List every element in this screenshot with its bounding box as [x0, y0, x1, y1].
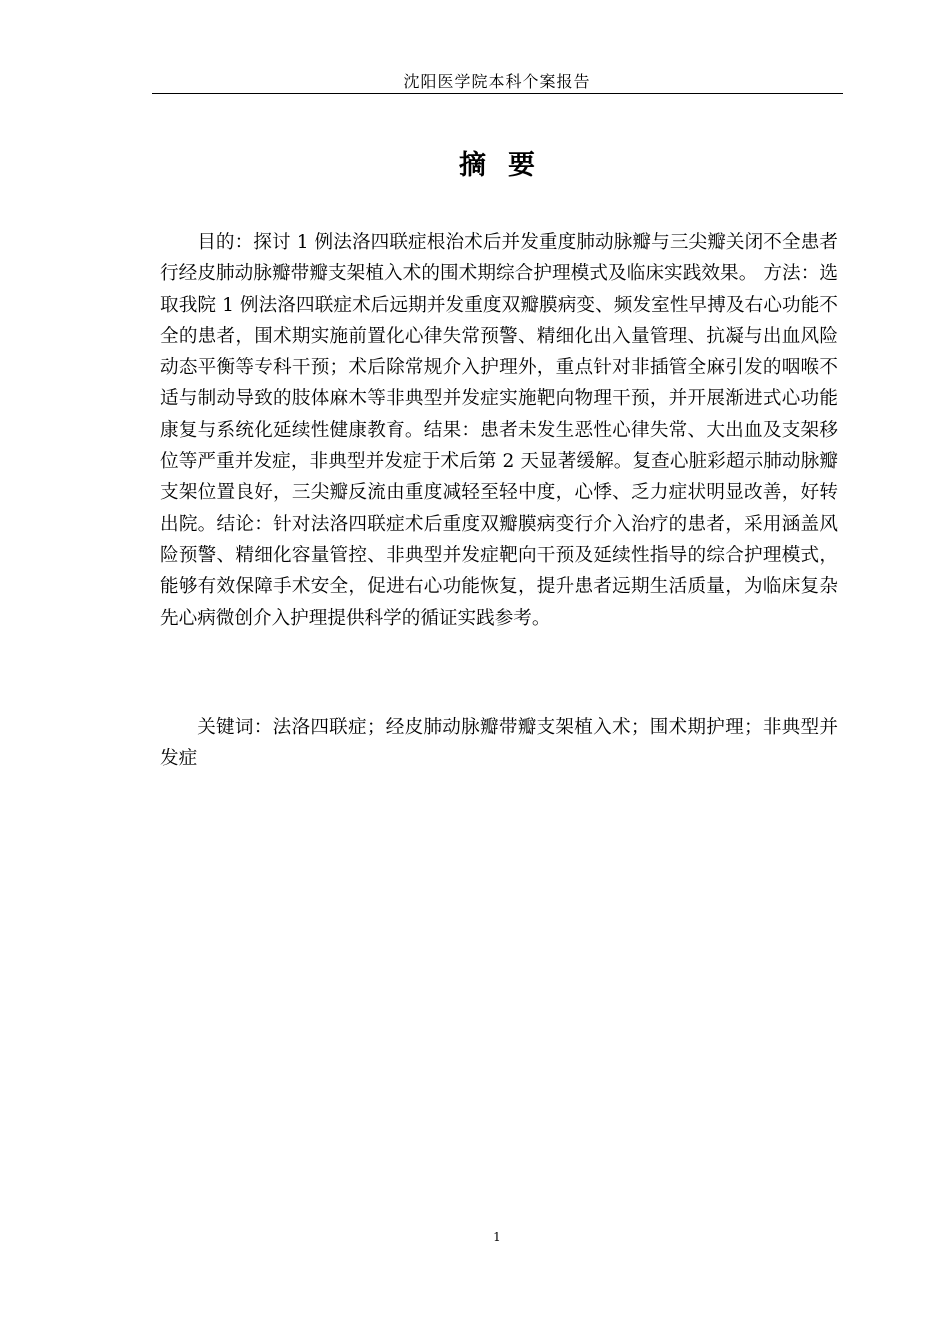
keywords-label: 关键词：: [197, 717, 273, 738]
abstract-paragraph: [160, 227, 838, 634]
abstract-title-part2: 要: [508, 150, 535, 181]
conclusion-text: 针对法洛四联症术后重度双瓣膜病变行介入治疗的患者，采用涵盖风险预警、精细化容量管控、非典型并发症靶向干预及延续性指导的综合护理模式，能够有效保障手术安全，促进右心功能恢复，提升患者远期生活质量，为临床复杂先心病微创介入护理提供科学的循证实践参考。: [160, 513, 838, 629]
objective-label: 目的：: [197, 232, 254, 253]
result-text: 患者未发生恶性心律失常、大出血及支架移位等严重并发症，非典型并发症于术后第 2 天显著缓解。复查心脏彩超示肺动脉瓣支架位置良好，三尖瓣反流由重度减轻至轻中度，心悸、乏力症状明显改善，好转出院。: [160, 419, 838, 535]
abstract-title: [152, 146, 842, 186]
objective-text: 探讨 1 例法洛四联症根治术后并发重度肺动脉瓣与三尖瓣关闭不全患者行经皮肺动脉瓣带瓣支架植入术的围术期综合护理模式及临床实践效果。: [160, 232, 838, 285]
keywords-paragraph: [160, 712, 838, 775]
result-label: 结果：: [423, 419, 481, 441]
header-divider: [152, 93, 843, 94]
keywords-text: 法洛四联症；经皮肺动脉瓣带瓣支架植入术；围术期护理；非典型并发症: [160, 717, 838, 770]
page-number-text: 1: [493, 1230, 501, 1244]
page-number: [152, 1229, 842, 1245]
header-title: 沈阳医学院本科个案报告: [403, 72, 591, 91]
method-label: 方法：: [763, 263, 820, 285]
abstract-title-part1: 摘: [459, 150, 486, 181]
page-header: [152, 72, 842, 92]
method-text: 选取我院 1 例法洛四联症术后远期并发重度双瓣膜病变、频发室性早搏及右心功能不全的患者，围术期实施前置化心律失常预警、精细化出入量管理、抗凝与出血风险动态平衡等专科干预；术后除常规介入护理外，重点针对非插管全麻引发的咽喉不适与制动导致的肢体麻木等非典型并发症实施靶向物理干预，并开展渐进式心功能康复与系统化延续性健康教育。: [160, 263, 838, 441]
conclusion-label: 结论：: [216, 513, 274, 535]
